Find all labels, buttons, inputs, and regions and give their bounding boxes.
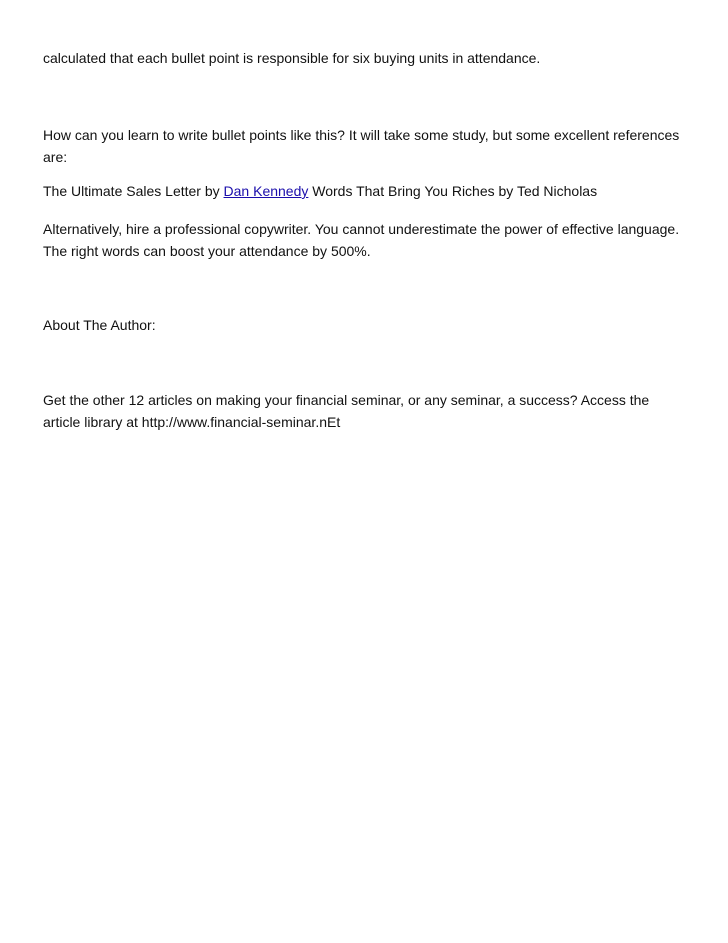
paragraph-hire-copywriter: Alternatively, hire a professional copywriter. You cannot underestimate the power of effective language. The right words can boost your attendance by 500%. [43,221,680,259]
paragraph-learn-bullet-points: How can you learn to write bullet points like this? It will take some study, but some excellent references are: [43,127,680,165]
references-suffix: Words That Bring You Riches by Ted Nicholas [308,183,598,199]
paragraph-references [43,180,683,202]
paragraph-bullet-points-result: calculated that each bullet point is responsible for six buying units in attendance. [43,50,541,66]
paragraph-article-library: Get the other 12 articles on making your financial seminar, or any seminar, a success? Access the article library at http://www.financial-seminar.nEt [43,392,650,430]
references-prefix: The Ultimate Sales Letter by [43,183,224,199]
dan-kennedy-link[interactable]: Dan Kennedy [223,183,309,199]
about-author-heading: About The Author: [43,317,156,333]
